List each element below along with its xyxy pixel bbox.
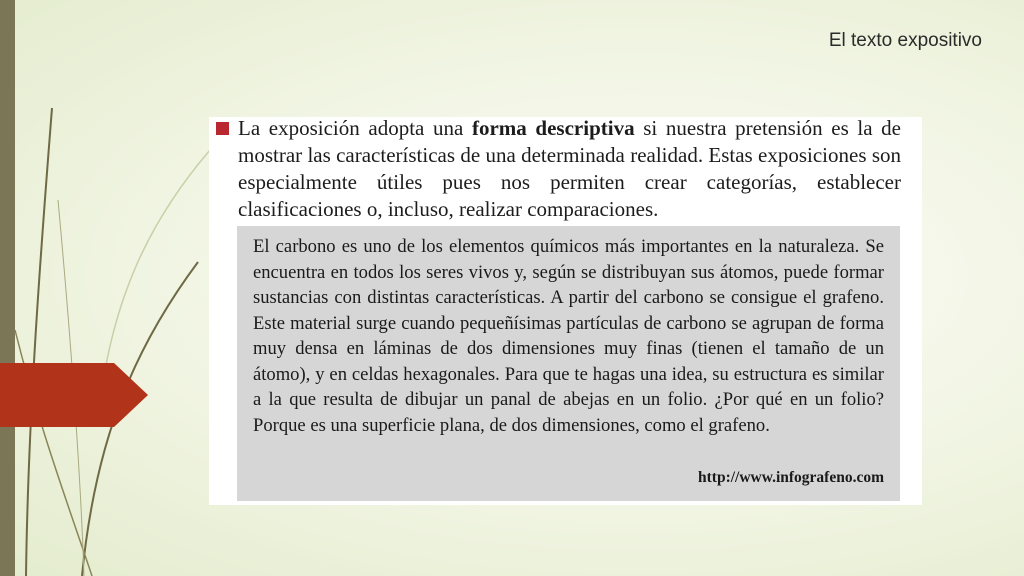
example-box xyxy=(237,226,900,501)
example-paragraph: El carbono es uno de los elementos químicos más importantes en la naturaleza. Se encuentra en todos los seres vivos y, según se distribuyan sus átomos, puede formar sustancias con distintas características. A partir del carbono se consigue el grafeno. Este material surge cuando pequeñísimas partículas de carbono se agrupan de forma muy densa en láminas de dos dimensiones muy finas (tienen el tamaño de un átomo), y en celdas hexagonales. Para que te hagas una idea, su estructura es similar a la que resulta de dibujar un panal de abejas en un folio. ¿Por qué en un folio? Porque es una superficie plana, de dos dimensiones, como el grafeno. xyxy=(253,236,884,436)
source-url: http://www.infografeno.com xyxy=(698,469,884,486)
intro-text-start: La exposición adopta una xyxy=(238,116,472,140)
intro-paragraph xyxy=(238,115,901,223)
intro-bold-term: forma descriptiva xyxy=(471,116,635,140)
bullet-square-icon xyxy=(216,122,229,135)
slide-title: El texto expositivo xyxy=(828,30,982,51)
textbook-excerpt xyxy=(209,117,922,505)
decorative-curves xyxy=(0,0,240,576)
intro-text-end: si nuestra pretensión es la de mostrar las características de una determinada realidad. Estas exposiciones son especialmente útiles pues nos permiten crear categorías, establecer clasificaciones o, incluso, realizar comparaciones. xyxy=(238,116,902,221)
